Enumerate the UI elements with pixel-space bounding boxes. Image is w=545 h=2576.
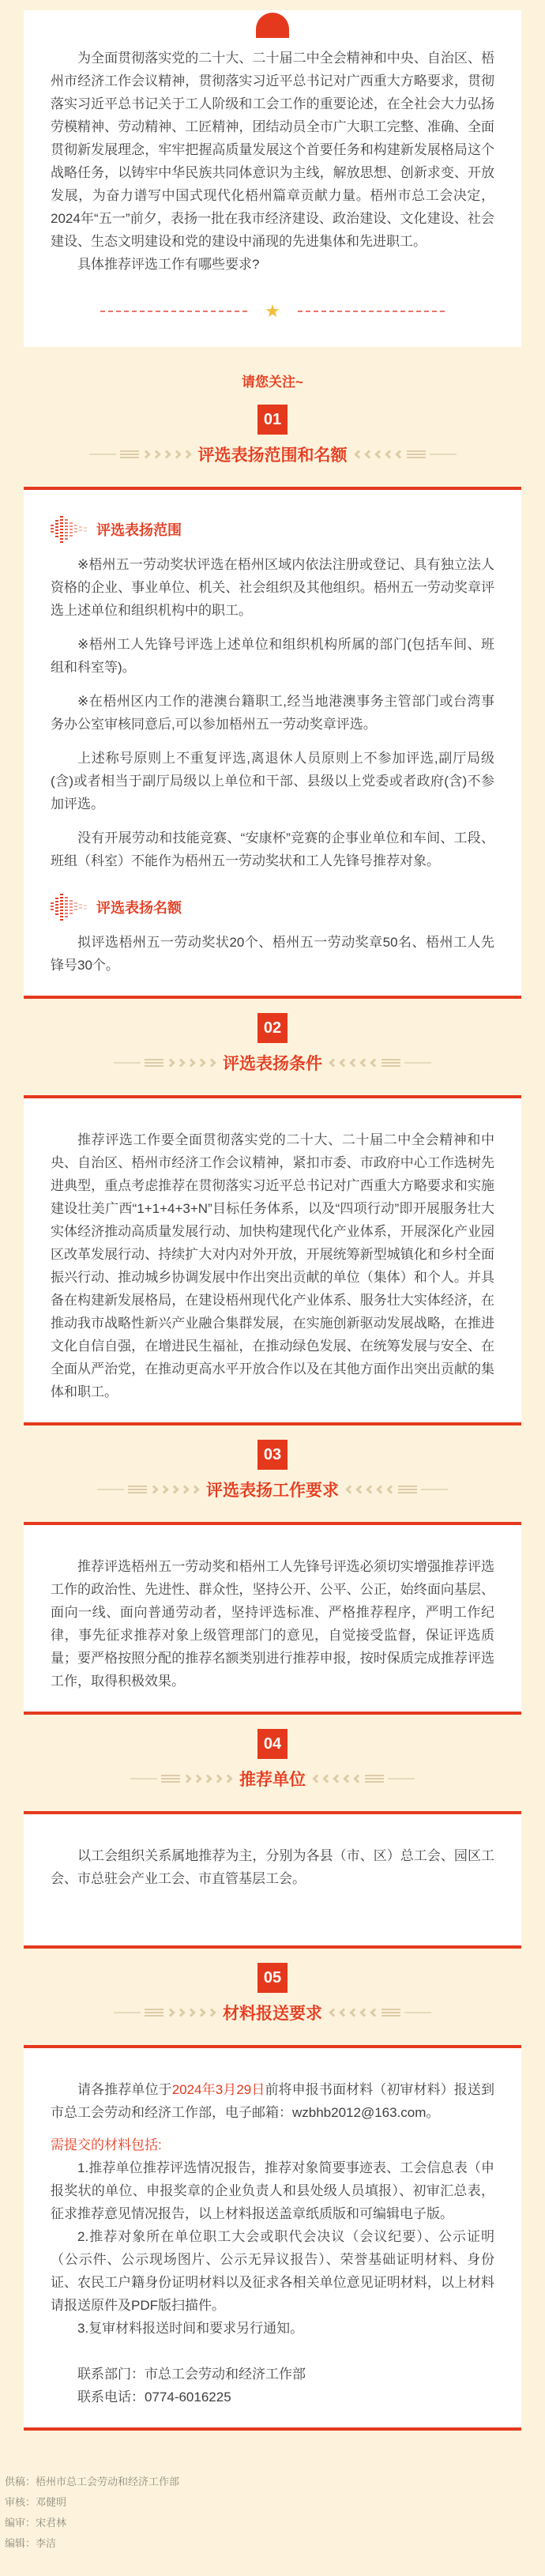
chevron-right-icon bbox=[176, 1058, 185, 1067]
chevron-right-icon bbox=[170, 1485, 179, 1493]
article-page bbox=[0, 10, 545, 2554]
section-title: 材料报送要求 bbox=[223, 2005, 322, 2023]
subheading-title: 评选表扬名额 bbox=[96, 900, 182, 916]
section-number-badge: 05 bbox=[257, 1963, 288, 1993]
chevron-left-icon bbox=[366, 1485, 374, 1493]
chevron-right-icon bbox=[190, 1485, 199, 1493]
credit-reviewer: 审核：邓健明 bbox=[5, 2496, 67, 2508]
chevron-right-icon bbox=[166, 1058, 175, 1067]
chevron-left-icon bbox=[339, 1058, 348, 1067]
chevron-left-icon bbox=[333, 1774, 341, 1783]
chevron-left-icon bbox=[339, 2008, 348, 2017]
wave-icon bbox=[51, 515, 87, 544]
card-paragraph: ※梧州工人先锋号评选上述单位和组织机构所属的部门(包括车间、班组和科室等)。 bbox=[51, 637, 494, 675]
section-03 bbox=[0, 1440, 545, 1715]
chevron-left-icon bbox=[322, 1774, 331, 1783]
star-divider bbox=[51, 303, 494, 320]
material-item: 2.推荐对象所在单位职工大会或职代会决议（会议纪要）、公示证明（公示件、公示现场图片、公示无异议报告）、荣誉基础证明材料、身份证、农民工户籍身份证明材料以及征求各相关单位意见证明材料，以上材料请报送原件及PDF版扫描件。 bbox=[51, 2229, 494, 2313]
section-04 bbox=[0, 1729, 545, 1949]
chevron-left-icon bbox=[329, 2008, 337, 2017]
chevron-left-icon bbox=[349, 1058, 358, 1067]
intro-card bbox=[24, 10, 521, 347]
materials-label: 需提交的材料包括: bbox=[51, 2137, 162, 2152]
chevron-left-icon bbox=[386, 1485, 395, 1493]
chevron-right-icon bbox=[182, 1774, 191, 1783]
credits-footer bbox=[5, 2472, 545, 2554]
right-decoration bbox=[330, 1059, 431, 1067]
star-icon: ★ bbox=[265, 301, 280, 321]
chevron-left-icon bbox=[343, 1774, 351, 1783]
chevron-left-icon bbox=[312, 1774, 321, 1783]
chevron-left-icon bbox=[370, 2008, 378, 2017]
chevron-right-icon bbox=[182, 450, 191, 458]
left-decoration bbox=[97, 1486, 198, 1493]
intro-paragraph: 为全面贯彻落实党的二十大、二十届二中全会精神和中央、自治区、梧州市经济工作会议精神，贯彻落实习近平总书记对广西重大方略要求，贯彻落实习近平总书记关于工人阶级和工会工作的重要论述，在全社会大力弘扬劳模精神、劳动精神、工匠精神，团结动员全市广大职工完整、准确、全面贯彻新发展理念，牢牢把握高质量发展这个首要任务和构建新发展格局这个战略任务，以铸牢中华民族共同体意识为主线，解放思想、创新求变、开放发展，为奋力谱写中国式现代化梧州篇章贡献力量。梧州市总工会决定，2024年“五一”前夕，表扬一批在我市经济建设、政治建设、文化建设、社会建设、生态文明建设和党的建设中涌现的先进集体和先进职工。 bbox=[51, 51, 494, 249]
section-card bbox=[24, 1811, 521, 1949]
section-card bbox=[24, 1095, 521, 1425]
card-paragraph: 上述称号原则上不重复评选,离退休人员原则上不参加评选,副厅局级(含)或者相当于副厅局级以上单位和干部、县级以上党委或者政府(含)不参加评选。 bbox=[51, 751, 494, 812]
chevron-right-icon bbox=[197, 2008, 205, 2017]
section-number-badge: 01 bbox=[257, 405, 288, 435]
dashed-line bbox=[100, 311, 247, 312]
section-title: 评选表扬工作要求 bbox=[206, 1482, 339, 1500]
section-header bbox=[0, 2001, 545, 2024]
left-decoration bbox=[114, 1059, 215, 1067]
chevron-right-icon bbox=[213, 1774, 222, 1783]
chevron-right-icon bbox=[162, 450, 171, 458]
chevron-left-icon bbox=[354, 450, 363, 458]
chevron-right-icon bbox=[149, 1485, 158, 1493]
section-title: 评选表扬条件 bbox=[223, 1055, 322, 1073]
chevron-left-icon bbox=[359, 1058, 368, 1067]
credit-editor: 编辑：李洁 bbox=[5, 2537, 57, 2549]
chevron-right-icon bbox=[166, 2008, 175, 2017]
chevron-right-icon bbox=[176, 2008, 185, 2017]
subheading-title: 评选表扬范围 bbox=[96, 522, 182, 538]
chevron-right-icon bbox=[186, 1058, 195, 1067]
card-paragraph-deadline: 请各推荐单位于2024年3月29日前将申报书面材料（初审材料）报送到市总工会劳动和经济工作部，电子邮箱：wzbhb2012@163.com。 bbox=[51, 2082, 495, 2120]
card-paragraph: 以工会组织关系属地推荐为主，分别为各县（市、区）总工会、园区工会、市总驻会产业工会、市直管基层工会。 bbox=[51, 1848, 494, 1886]
chevron-right-icon bbox=[207, 1058, 216, 1067]
section-title: 评选表扬范围和名额 bbox=[197, 446, 348, 465]
chevron-right-icon bbox=[203, 1774, 212, 1783]
deadline-date: 2024年3月29日 bbox=[171, 2082, 265, 2097]
right-decoration bbox=[330, 2009, 431, 2017]
section-title: 推荐单位 bbox=[239, 1771, 306, 1789]
wave-icon bbox=[51, 893, 87, 921]
section-number-badge: 03 bbox=[257, 1440, 288, 1470]
chevron-right-icon bbox=[186, 2008, 195, 2017]
material-item: 3.复审材料报送时间和要求另行通知。 bbox=[77, 2321, 304, 2336]
chevron-left-icon bbox=[353, 1774, 362, 1783]
section-header bbox=[0, 1767, 545, 1791]
contact-department: 联系部门：市总工会劳动和经济工作部 bbox=[77, 2367, 306, 2382]
credit-contributor: 供稿：梧州市总工会劳动和经济工作部 bbox=[5, 2476, 180, 2487]
chevron-right-icon bbox=[224, 1774, 232, 1783]
section-header bbox=[0, 1478, 545, 1501]
section-card bbox=[24, 2045, 521, 2431]
left-decoration bbox=[89, 450, 190, 458]
card-paragraph: ※梧州五一劳动奖状评选在梧州区域内依法注册或登记、具有独立法人资格的企业、事业单位、机关、社会组织及其他组织。梧州五一劳动奖章评选上述单位和组织机构中的职工。 bbox=[51, 557, 494, 618]
section-05 bbox=[0, 1963, 545, 2431]
intro-question: 具体推荐评选工作有哪些要求? bbox=[77, 257, 260, 272]
section-number-badge: 02 bbox=[257, 1013, 288, 1043]
notice-text: 请您关注~ bbox=[242, 375, 303, 390]
chevron-left-icon bbox=[359, 2008, 368, 2017]
chevron-right-icon bbox=[172, 450, 181, 458]
section-number-badge: 04 bbox=[257, 1729, 288, 1759]
subheading bbox=[51, 515, 494, 544]
chevron-left-icon bbox=[355, 1485, 364, 1493]
section-card bbox=[24, 1522, 521, 1715]
dashed-line bbox=[298, 311, 445, 312]
section-header bbox=[0, 443, 545, 466]
card-paragraph: 推荐评选工作要全面贯彻落实党的二十大、二十届二中全会精神和中央、自治区、梧州市经济工作会议精神，紧扣市委、市政府中心工作选树先进典型，重点考虑推荐在贯彻落实习近平总书记对广西重大方略要求和实施建设壮美广西“1+1+4+3+N”目标任务体系，以及“四项行动”即开展服务壮大实体经济推动高质量发展行动、加快构建现代化产业体系，开展深化产业园区改革发展行动、持续扩大对内对外开放，开展统筹新型城镇化和乡村全面振兴行动、推动城乡协调发展中作出突出贡献的单位（集体）和个人。并具备在构建新发展格局，在建设梧州现代化产业体系、服务壮大实体经济，在推动我市战略性新兴产业融合集群发展，在实施创新驱动发展战略，在推进文化自信自强，在增进民生福祉，在推动绿色发展、在统筹发展与安全、在全面从严治党，在推动更高水平开放合作以及在其他方面作出突出贡献的集体和职工。 bbox=[51, 1132, 494, 1399]
right-decoration bbox=[355, 450, 457, 458]
right-decoration bbox=[347, 1486, 448, 1493]
card-paragraph: 没有开展劳动和技能竞赛、“安康杯”竞赛的企事业单位和车间、工段、班组（科室）不能作为梧州五一劳动奖状和工人先锋号推荐对象。 bbox=[51, 830, 494, 868]
contact-phone: 联系电话：0774-6016225 bbox=[77, 2390, 231, 2405]
section-01 bbox=[0, 405, 545, 999]
chevron-right-icon bbox=[197, 1058, 205, 1067]
chevron-right-icon bbox=[180, 1485, 189, 1493]
chevron-left-icon bbox=[376, 1485, 385, 1493]
credit-editor-reviewer: 编审：宋君林 bbox=[5, 2517, 67, 2529]
section-card bbox=[24, 487, 521, 999]
chevron-left-icon bbox=[385, 450, 393, 458]
subheading bbox=[51, 893, 494, 921]
left-decoration bbox=[114, 2009, 215, 2017]
chevron-left-icon bbox=[370, 1058, 378, 1067]
material-item: 1.推荐单位推荐评选情况报告，推荐对象简要事迹表、工会信息表（申报奖状的单位、申报奖章的企业负责人和县处级人员填报）、初审汇总表，征求推荐意见情况报告，以上材料报送盖章纸质版和可编辑电子版。 bbox=[51, 2160, 494, 2221]
chevron-right-icon bbox=[141, 450, 150, 458]
card-paragraph: 拟评选梧州五一劳动奖状20个、梧州五一劳动奖章50名、梧州工人先锋号30个。 bbox=[51, 935, 494, 973]
chevron-left-icon bbox=[374, 450, 383, 458]
chevron-right-icon bbox=[160, 1485, 168, 1493]
card-paragraph: ※在梧州区内工作的港澳台籍职工,经当地港澳事务主管部门或台湾事务办公室审核同意后,可以参加梧州五一劳动奖章评选。 bbox=[51, 694, 494, 732]
chevron-left-icon bbox=[395, 450, 404, 458]
section-02 bbox=[0, 1013, 545, 1425]
chevron-right-icon bbox=[152, 450, 160, 458]
chevron-left-icon bbox=[329, 1058, 337, 1067]
chevron-left-icon bbox=[349, 2008, 358, 2017]
chevron-left-icon bbox=[345, 1485, 354, 1493]
chevron-left-icon bbox=[364, 450, 373, 458]
right-decoration bbox=[314, 1775, 415, 1783]
left-decoration bbox=[130, 1775, 231, 1783]
section-header bbox=[0, 1051, 545, 1075]
chevron-right-icon bbox=[193, 1774, 201, 1783]
chevron-right-icon bbox=[207, 2008, 216, 2017]
card-paragraph: 推荐评选梧州五一劳动奖和梧州工人先锋号评选必须切实增强推荐评选工作的政治性、先进性、群众性，坚持公开、公平、公正，始终面向基层、面向一线、面向普通劳动者，坚持评选标准、严格推荐程序，严明工作纪律，事先征求推荐对象上级管理部门的意见，自觉接受监督，保证评选质量；要严格按照分配的推荐名额类别进行推荐申报，按时保质完成推荐评选工作，取得积极效果。 bbox=[51, 1559, 494, 1689]
